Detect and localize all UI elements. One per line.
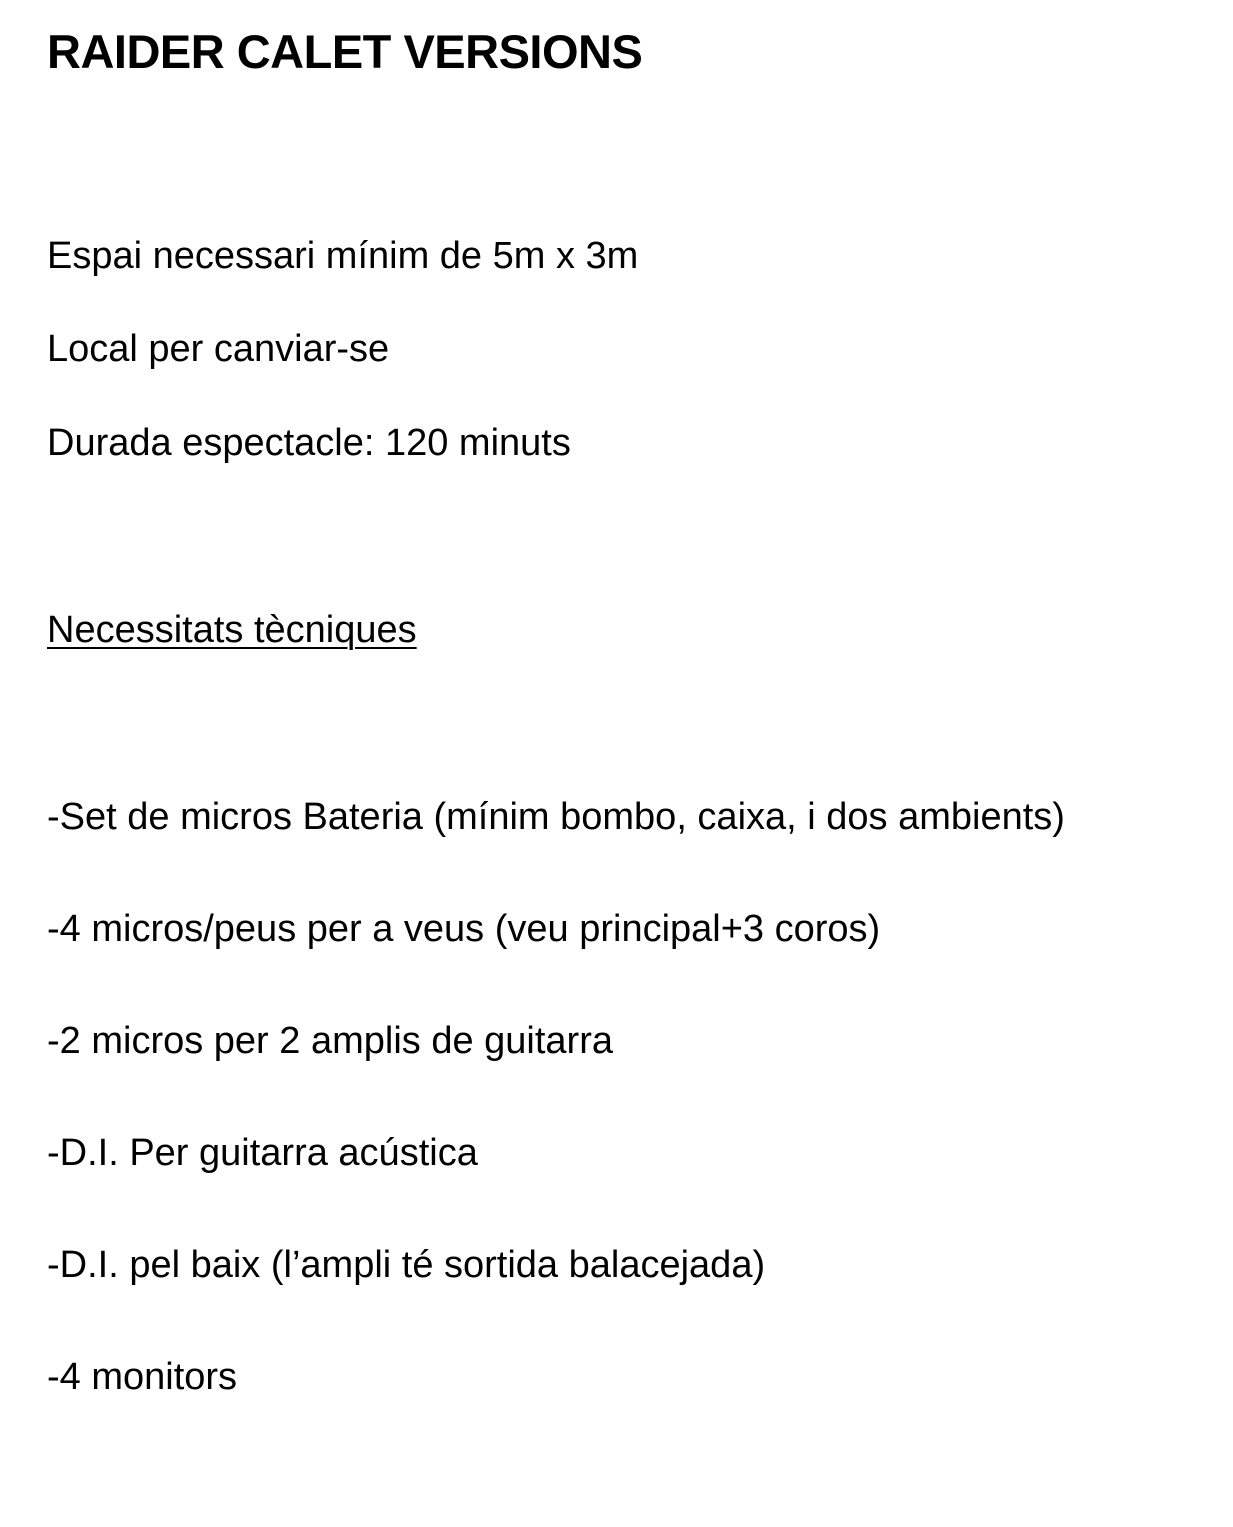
general-line-dressing-room: Local per canviar-se	[47, 328, 390, 370]
technical-item-monitors: -4 monitors	[47, 1356, 238, 1398]
technical-item-drum-mics: -Set de micros Bateria (mínim bombo, caixa, i dos ambients)	[47, 796, 1065, 838]
technical-item-vocal-mics: -4 micros/peus per a veus (veu principal+3 coros)	[47, 908, 881, 950]
technical-needs-heading: Necessitats tècniques	[47, 609, 417, 651]
document-title: RAIDER CALET VERSIONS	[47, 25, 643, 78]
technical-item-acoustic-di: -D.I. Per guitarra acústica	[47, 1132, 478, 1174]
general-line-duration: Durada espectacle: 120 minuts	[47, 422, 571, 464]
technical-item-guitar-amp-mics: -2 micros per 2 amplis de guitarra	[47, 1020, 613, 1062]
general-line-space: Espai necessari mínim de 5m x 3m	[47, 235, 639, 277]
technical-item-bass-di: -D.I. pel baix (l’ampli té sortida balacejada)	[47, 1244, 766, 1286]
